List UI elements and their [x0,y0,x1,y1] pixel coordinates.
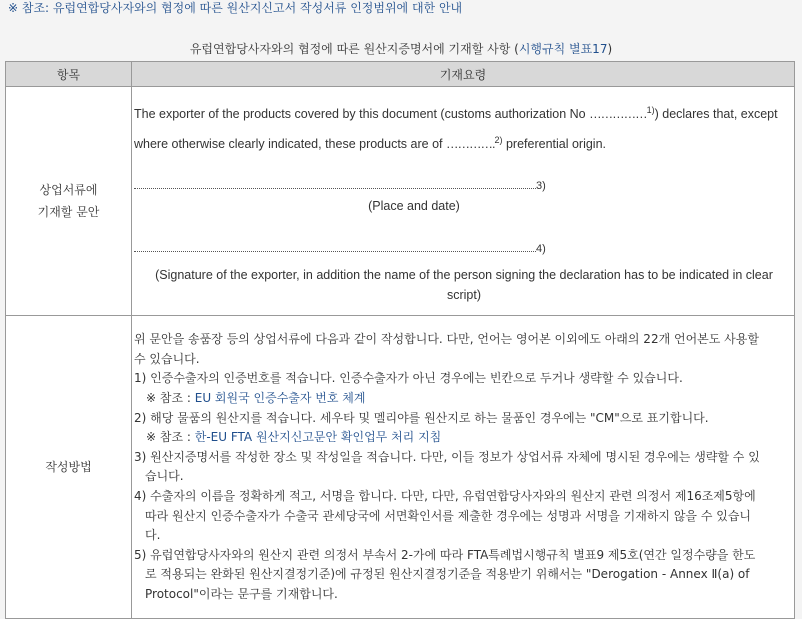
method-item-4b: 따라 원산지 인증수출자가 수출국 관세당국에 서면확인서를 제출한 경우에는 성명과 서명을 기재하지 않을 수 있습니 [145,508,752,523]
header-item: 항목 [6,62,132,87]
row1-label-line2: 기재할 문안 [37,205,100,220]
table-header-row [6,62,795,87]
caption-link[interactable]: 시행규칙 별표17 [518,42,608,56]
method-item-1: 1) 인증수출자의 인증번호를 적습니다. 인증수출자가 아닌 경우에는 빈칸으로 두거나 생략할 수 있습니다. [134,371,683,386]
ref-2-mark: ※ 참조 : [146,430,195,445]
method-item-4a: 4) 수출자의 이름을 정확하게 적고, 서명을 합니다. 다만, 다만, 유럽연합당사자와의 원산지 관련 의정서 제16조제5항에 [134,488,756,503]
method-ref-1 [134,389,786,409]
footnote-1: 1) [646,105,655,115]
row1-label [6,87,132,316]
declaration-dots-2: …………. [445,137,495,152]
table-row-method [6,316,795,619]
method-item-3b: 습니다. [145,469,184,484]
method-item-5b: 로 적용되는 완화된 원산지결정기준)에 규정된 원산지결정기준을 적용받기 위해서는 "Derogation - Annex Ⅱ(a) of [145,567,750,582]
intro-line-a: 위 문안을 송품장 등의 상업서류에 다음과 같이 작성합니다. 다만, 언어는 영어본 이외에도 아래의 22개 언어본도 사용할 [134,332,759,347]
top-note: ※ 참조: 유럽연합당사자와의 협정에 따른 원산지신고서 작성서류 인정범위에 대한 안내 [8,1,463,15]
header-instructions: 기재요령 [132,62,795,87]
method-item-2: 2) 해당 물품의 원산지를 적습니다. 세우타 및 멜리야를 원산지로 하는 물품인 경우에는 "CM"으로 표기합니다. [134,410,709,425]
signature-block [132,216,794,315]
caption-close: ) [607,42,613,56]
place-date-block [132,157,794,216]
place-date-line [134,176,536,189]
intro-line-b: 수 있습니다. [134,351,200,366]
row2-content [132,316,795,619]
table-caption [0,41,802,57]
ref-2-link[interactable]: 한-EU FTA 원산지신고문안 확인업무 처리 지침 [194,430,442,445]
declaration-text [132,87,794,157]
signature-label-a: (Signature of the exporter, in addition the name of the person signing the declaration has to be indicated in clear [155,268,773,283]
caption-text: 유럽연합당사자와의 협정에 따른 원산지증명서에 기재할 사항 ( [189,42,519,56]
table-row-declaration [6,87,795,316]
footnote-3: 3) [536,180,546,193]
row1-label-line1: 상업서류에 [39,183,98,198]
declaration-dots-1: …………… [589,107,647,122]
declaration-part-a: The exporter of the products covered by this document (customs authorization No [134,107,590,122]
place-date-label: (Place and date) [368,199,460,214]
row1-content [132,87,795,316]
signature-label-b: script) [446,288,482,303]
footnote-4: 4) [536,243,546,256]
method-item-5a: 5) 유럽연합당사자와의 원산지 관련 의정서 부속서 2-가에 따라 FTA특례법시행규칙 별표9 제5호(연간 일정수량을 한도 [134,547,756,562]
footnote-2: 2) [494,135,503,146]
method-item-4c: 다. [145,528,161,543]
method-ref-2 [134,428,786,448]
declaration-part-c: where otherwise clearly indicated, these products are of [134,137,446,152]
row2-label: 작성방법 [6,316,132,619]
declaration-part-d: preferential origin. [502,137,607,152]
ref-1-mark: ※ 참조 : [146,390,195,405]
method-item-3a: 3) 원산지증명서를 작성한 장소 및 작성일을 적습니다. 다만, 이들 정보가 상업서류 자체에 명시된 경우에는 생략할 수 있 [134,449,760,464]
signature-line [134,239,536,252]
declaration-part-b: ) declares that, except [654,107,778,122]
method-item-5c: Protocol"이라는 문구를 기재합니다. [145,586,338,601]
origin-declaration-table [5,61,795,619]
ref-1-link[interactable]: EU 회원국 인증수출자 번호 체계 [194,390,366,405]
